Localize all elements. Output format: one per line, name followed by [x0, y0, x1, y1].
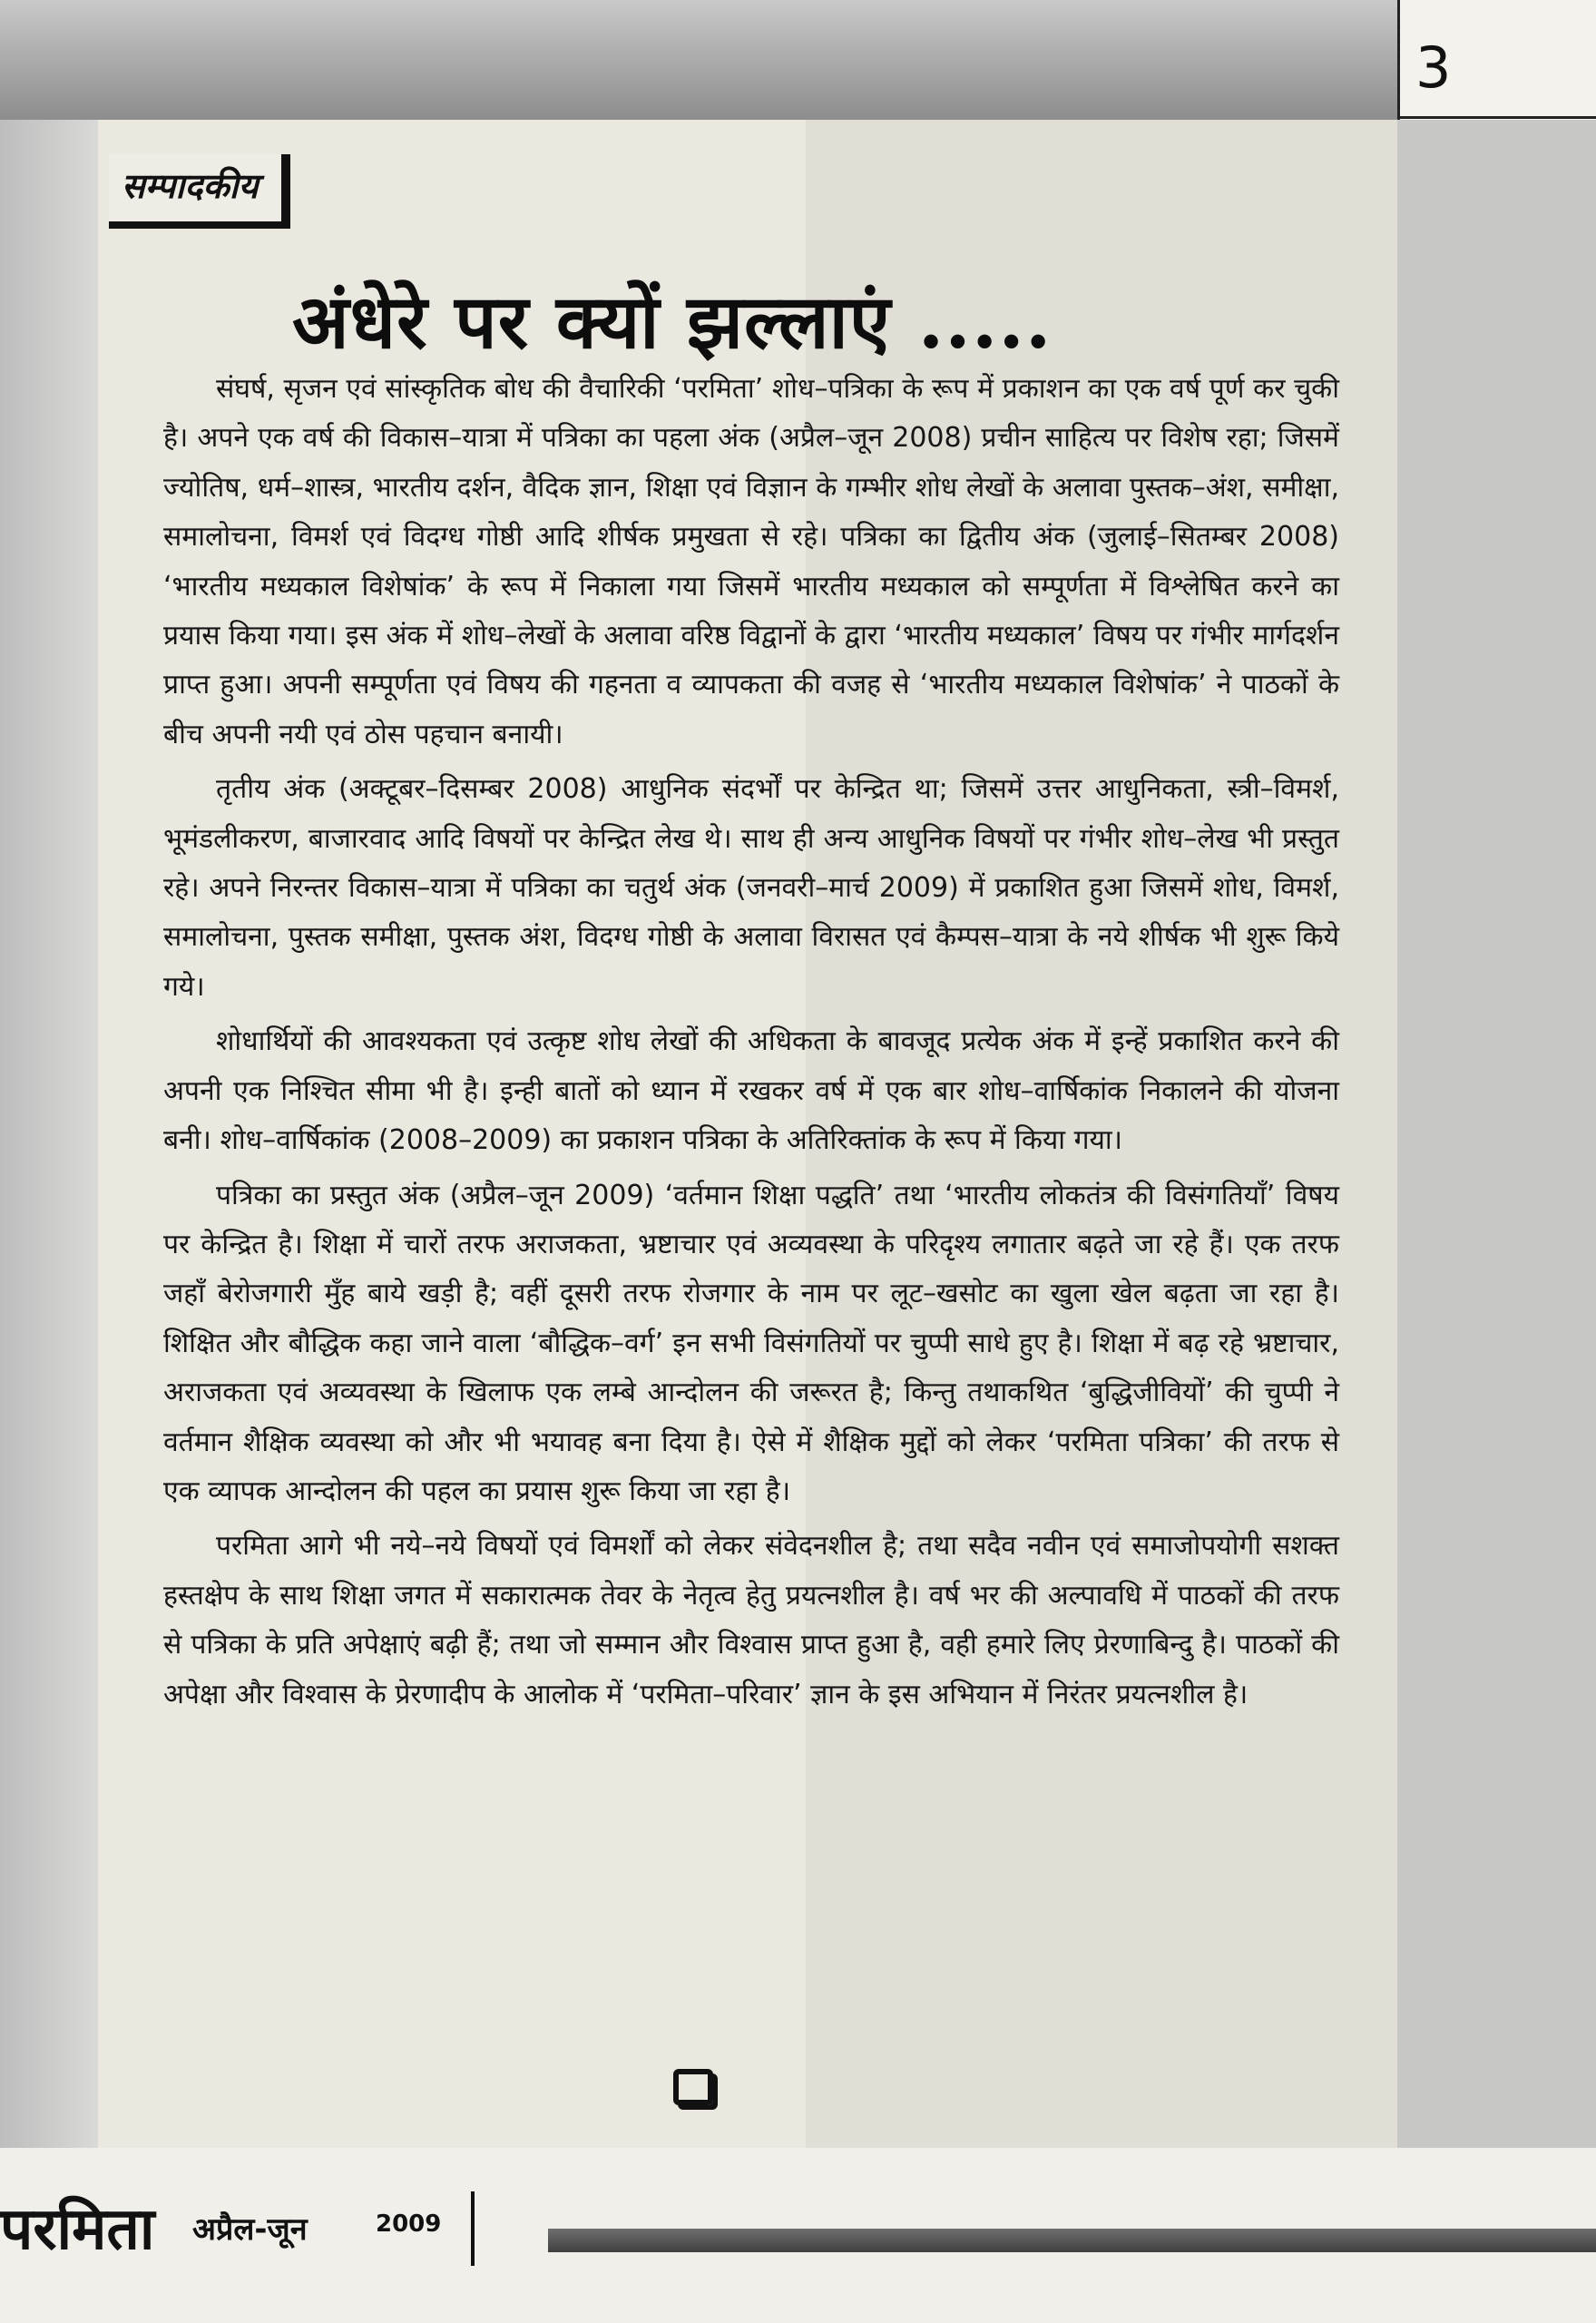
header-band	[0, 0, 1397, 120]
footer-bar	[548, 2229, 1596, 2252]
header-divider	[1397, 0, 1400, 120]
paragraph: शोधार्थियों की आवश्यकता एवं उत्कृष्ट शोध लेखों की अधिकता के बावजूद प्रत्येक अंक में इन्हें प्रकाशित करने की अपनी एक निश्चित सीमा भी है। इन्ही बातों को ध्यान में रखकर वर्ष में एक बार शोध–वार्षिकांक निकालने की योजना बनी। शोध–वार्षिकांक (2008–2009) का प्रकाशन पत्रिका के अतिरिक्तांक के रूप में किया गया।	[163, 1025, 1339, 1157]
footer-issue: अप्रैल-जून	[192, 2211, 308, 2248]
footer-divider	[471, 2191, 475, 2266]
editorial-page	[98, 120, 1397, 2148]
section-tag: सम्पादकीय	[109, 154, 290, 229]
editorial-heading: अंधेरे पर क्यों झल्लाएं .....	[292, 279, 1053, 366]
footer-brand: परमिता	[0, 2195, 155, 2263]
page-number: 3	[1415, 34, 1452, 101]
footer-year: 2009	[376, 2210, 442, 2238]
paragraph: परमिता आगे भी नये–नये विषयों एवं विमर्शों को लेकर संवेदनशील है; तथा सदैव नवीन एवं समाजोपयोगी सशक्त हस्तक्षेप के साथ शिक्षा जगत में सकारात्मक तेवर के नेतृत्व हेतु प्रयत्नशील है। वर्ष भर की अल्पावधि में पाठकों की तरफ से पत्रिका के प्रति अपेक्षाएं बढ़ी हैं; तथा जो सम्मान और विश्वास प्राप्त हुआ है, वही हमारे लिए प्रेरणाबिन्दु है। पाठकों की अपेक्षा और विश्वास के प्रेरणादीप के आलोक में ‘परमिता–परिवार’ ज्ञान के इस अभियान में निरंतर प्रयत्नशील है।	[163, 1530, 1339, 1710]
paragraph: संघर्ष, सृजन एवं सांस्कृतिक बोध की वैचारिकी ‘परमिता’ शोध–पत्रिका के रूप में प्रकाशन का एक वर्ष पूर्ण कर चुकी है। अपने एक वर्ष की विकास–यात्रा में पत्रिका का पहला अंक (अप्रैल–जून 2008) प्रचीन साहित्य पर विशेष रहा; जिसमें ज्योतिष, धर्म–शास्त्र, भारतीय दर्शन, वैदिक ज्ञान, शिक्षा एवं विज्ञान के गम्भीर शोध लेखों के अलावा पुस्तक–अंश, समीक्षा, समालोचना, विमर्श एवं विदग्ध गोष्ठी आदि शीर्षक प्रमुखता से रहे। पत्रिका का द्वितीय अंक (जुलाई–सितम्बर 2008) ‘भारतीय मध्यकाल विशेषांक’ के रूप में निकाला गया जिसमें भारतीय मध्यकाल को सम्पूर्णता में विश्लेषित करने का प्रयास किया गया। इस अंक में शोध–लेखों के अलावा वरिष्ठ विद्वानों के द्वारा ‘भारतीय मध्यकाल’ विषय पर गंभीर मार्गदर्शन प्राप्त हुआ। अपनी सम्पूर्णता एवं विषय की गहनता व व्यापकता की वजह से ‘भारतीय मध्यकाल विशेषांक’ ने पाठकों के बीच अपनी नयी एवं ठोस पहचान बनायी।	[163, 373, 1339, 750]
paragraph: पत्रिका का प्रस्तुत अंक (अप्रैल–जून 2009) ‘वर्तमान शिक्षा पद्धति’ तथा ‘भारतीय लोकतंत्र की विसंगतियाँ’ विषय पर केन्द्रित है। शिक्षा में चारों तरफ अराजकता, भ्रष्टाचार एवं अव्यवस्था के परिदृश्य लगातार बढ़ते जा रहे हैं। एक तरफ जहाँ बेरोजगारी मुँह बाये खड़ी है; वहीं दूसरी तरफ रोजगार के नाम पर लूट–खसोट का खुला खेल बढ़ता जा रहा है। शिक्षित और बौद्धिक कहा जाने वाला ‘बौद्धिक–वर्ग’ इन सभी विसंगतियों पर चुप्पी साधे हुए है। शिक्षा में बढ़ रहे भ्रष्टाचार, अराजकता एवं अव्यवस्था के खिलाफ एक लम्बे आन्दोलन की जरूरत है; किन्तु तथाकथित ‘बुद्धिजीवियों’ की चुप्पी ने वर्तमान शैक्षिक व्यवस्था को और भी भयावह बना दिया है। ऐसे में शैक्षिक मुद्दों को लेकर ‘परमिता पत्रिका’ की तरफ से एक व्यापक आन्दोलन की पहल का प्रयास शुरू किया जा रहा है।	[163, 1179, 1339, 1507]
header-underline	[1400, 116, 1596, 119]
editorial-body	[163, 365, 1339, 1725]
paragraph: तृतीय अंक (अक्टूबर–दिसम्बर 2008) आधुनिक संदर्भों पर केन्द्रित था; जिसमें उत्तर आधुनिकता, स्त्री–विमर्श, भूमंडलीकरण, बाजारवाद आदि विषयों पर केन्द्रित लेख थे। साथ ही अन्य आधुनिक विषयों पर गंभीर शोध–लेख भी प्रस्तुत रहे। अपने निरन्तर विकास–यात्रा में पत्रिका का चतुर्थ अंक (जनवरी–मार्च 2009) में प्रकाशित हुआ जिसमें शोध, विमर्श, समालोचना, पुस्तक समीक्षा, पुस्तक अंश, विदग्ध गोष्ठी के अलावा विरासत एवं कैम्पस–यात्रा के नये शीर्षक भी शुरू किये गये।	[163, 773, 1339, 1003]
right-margin-bleed	[1397, 120, 1596, 2148]
left-margin-bleed	[0, 120, 98, 2148]
end-of-article-icon	[673, 2069, 713, 2105]
